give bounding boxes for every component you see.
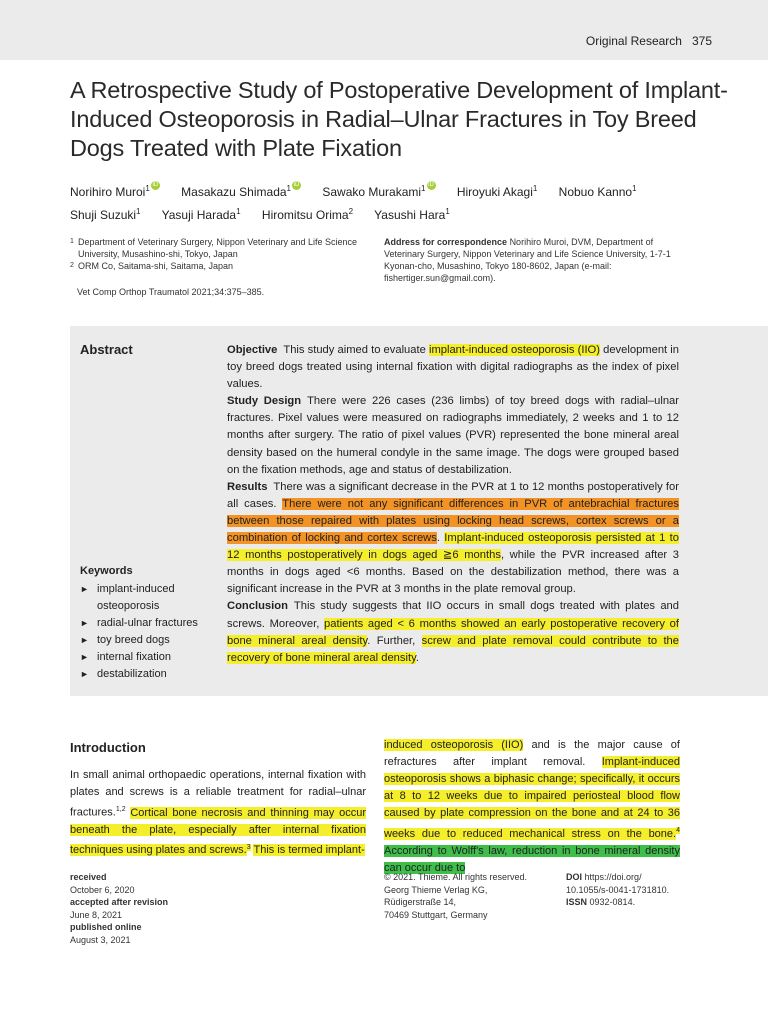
author-name: Shuji Suzuki$^1$ [70,207,141,222]
correspondence-text: Norihiro Muroi, DVM, Department of Veterinary Surgery, Nippon Veterinary and Life Science University, 1-7-1 Kyonan-cho, Musashino, Tokyo 180-8602, Japan (e-mail: fishertiger.sun@gmail.com). [384,237,671,283]
correspondence-label: Address for correspondence [384,237,508,247]
header-band [0,0,768,60]
abstract-results: Results There was a significant decrease in the PVR at 1 to 12 months postoperatively for all cases. There were not any significant differences in PVR of antebrachial fractures between those repaired with plates using locking head screws, cortex screws or a combination of locking and cortex screws. Implant-induced osteoporosis persisted at 1 to 12 months postoperatively in dogs aged ≧6 months, while the PVR increased after 3 months in dogs aged <6 months. Based on the destabilization method, there was a significant increase in the PVR at 3 months in the plate removal group. [227,480,680,596]
introduction-column-1: In small animal orthopaedic operations, internal fixation with plates and screws is a reliable treatment for radial–ulnar fractures.$^{1,2}$ Cortical bone necrosis and thinning may occur beneath the plate, especially after internal fixation techniques using plates and screws.$^3$ This is termed implant- [70,769,366,857]
affiliation-marker: 1 [532,184,538,193]
highlight: Implant-induced osteoporosis shows a biphasic change; specifically, it occurs at 8 to 12 weeks due to impaired periosteal blood flow caused by plate compression on the bone and at 24 to 36 weeks due to reduced mechanical stress on the bone. [384,756,680,840]
abstract-objective: Objective This study aimed to evaluate implant-induced osteoporosis (IIO) development in toy breed dogs treated using internal fixation with digital radiographs as the index of pixel values. [227,344,679,391]
abstract-study-design: Study Design There were 226 cases (236 limbs) of toy breed dogs with radial–ulnar fractures. Pixel values were measured on radiographs immediately, 2 weeks and 1 to 12 months after surgery. The ratio of pixel values (PVR) represented the bone mineral areal density based on the humeral condyle in the same image. The dogs were grouped based on the fixation methods, age and status of destabilization. [227,395,680,476]
doi-info: DOI https://doi.org/ 10.1055/s-0041-1731810. ISSN 0932-0814. [566,872,670,907]
author-name: Hiroyuki Akagi$^1$ [456,184,538,199]
author-name: Sawako Murakami$^1$ iD [322,182,434,199]
publisher-name: Georg Thieme Verlag KG, [384,884,488,895]
keywords-heading: Keywords [80,565,133,577]
author-name: Nobuo Kanno$^1$ [558,184,637,199]
introduction-column-2: induced osteoporosis (IIO) and is the major cause of refractures after implant removal. Implant-induced osteoporosis shows a biphasic change; specifically, it occurs at 8 to 12 weeks due to impaired periosteal blood flow caused by plate compression on the bone and at 24 to 36 weeks due to reduced mechanical stress on the bone.$^4$ According to Wolff's law, reduction in bone mineral density can occur due to [384,739,680,874]
highlight: induced osteoporosis (IIO) [384,739,524,751]
orcid-icon[interactable]: iD [428,182,434,188]
affiliation-marker: 2 [348,207,354,216]
reference-marker[interactable]: 4 [676,827,680,834]
affiliations [70,236,360,272]
orcid-icon[interactable]: iD [293,182,300,188]
affiliation-marker: 1 [632,184,637,193]
keyword-item: ► destabilization [80,668,167,680]
published-label: published online [70,922,142,932]
section-label: Original Research [585,34,682,48]
highlight: This is termed implant- [253,844,365,857]
affiliation-marker: 1 [145,184,150,193]
abstract-body [227,342,679,667]
highlight-green: According to Wolff's law, reduction in bone mineral density can occur due to [384,844,680,874]
correspondence [384,236,684,284]
received-label: received [70,872,107,882]
highlight: There were not any significant differences in PVR of antebrachial fractures between those repaired with plates using locking head screws, cortex screws or a combination of locking and cortex screws [227,497,679,545]
published-date: August 3, 2021 [70,934,131,945]
keyword-item: ► implant-induced osteoporosis [80,583,175,612]
affiliation-marker: 1 [136,207,141,216]
keyword-item: ► toy breed dogs [80,634,170,646]
affiliation-marker: 1 [286,184,291,193]
orcid-icon[interactable]: iD [152,182,159,188]
reference-marker[interactable]: 3 [246,843,251,851]
publisher-street: Rüdigerstraße 14, [384,897,457,907]
publisher-info [384,871,527,921]
author-name: Hiromitsu Orima$^2$ [261,207,354,222]
keywords-list [80,581,220,683]
running-head [586,34,712,48]
doi-value[interactable]: 10.1055/s-0041-1731810. [566,884,670,895]
received-date: October 6, 2020 [70,884,135,895]
abstract-conclusion: Conclusion This study suggests that IIO occurs in small dogs treated with plates and screws. Moreover, patients aged < 6 months showed an early postoperative recovery of bone mineral areal density. Further, screw and plate removal could contribute to the recovery of bone mineral areal density. [227,600,680,664]
keyword-item: ► radial-ulnar fractures [80,617,198,629]
affiliation-2: 2 ORM Co, Saitama-shi, Saitama, Japan [70,261,234,271]
affiliation-marker: 1 [421,184,426,193]
issn-value: 0932-0814. [589,897,636,907]
introduction-heading: Introduction [70,740,146,755]
keyword-item: ► internal fixation [80,651,171,663]
author-name: Yasushi Hara$^1$ [374,207,450,222]
author-name: Norihiro Muroi$^1$ iD [70,182,159,199]
affiliation-marker: 1 [445,207,450,216]
publisher-city: 70469 Stuttgart, Germany [384,909,488,920]
author-list [70,179,710,225]
affiliation-1: 1 Department of Veterinary Surgery, Nippon Veterinary and Life Science University, Musashino-shi, Tokyo, Japan [70,237,357,259]
accepted-date: June 8, 2021 [70,909,123,920]
highlight: Implant-induced osteoporosis persisted at 1 to 12 months postoperatively in dogs aged ≧6 months [227,532,680,562]
page-number: 375 [691,34,712,48]
article-title: A Retrospective Study of Postoperative Development of Implant-Induced Osteoporosis in Radial–Ulnar Fractures in Toy Breed Dogs Treated with Plate Fixation [70,77,728,161]
reference-marker[interactable]: 1,2 [115,806,126,813]
affiliation-marker: 1 [236,207,241,216]
abstract-heading: Abstract [80,342,133,357]
highlight: Cortical bone necrosis and thinning may occur beneath the plate, especially after internal fixation techniques using plates and screws. [70,806,366,857]
author-name: Yasuji Harada$^1$ [161,207,241,222]
copyright: © 2021. Thieme. All rights reserved. [384,872,528,882]
citation: Vet Comp Orthop Traumatol 2021;34:375–385. [77,287,265,297]
highlight: implant-induced osteoporosis (IIO) [428,344,600,356]
article-dates [70,871,168,946]
author-name: Masakazu Shimada$^1$ iD [181,182,300,199]
highlight: patients aged < 6 months showed an early postoperative recovery of bone mineral areal density [227,617,680,647]
accepted-label: accepted after revision [70,897,169,907]
doi-link[interactable]: https://doi.org/ [584,872,642,882]
highlight: screw and plate removal could contribute to the recovery of bone mineral areal density [227,634,680,664]
